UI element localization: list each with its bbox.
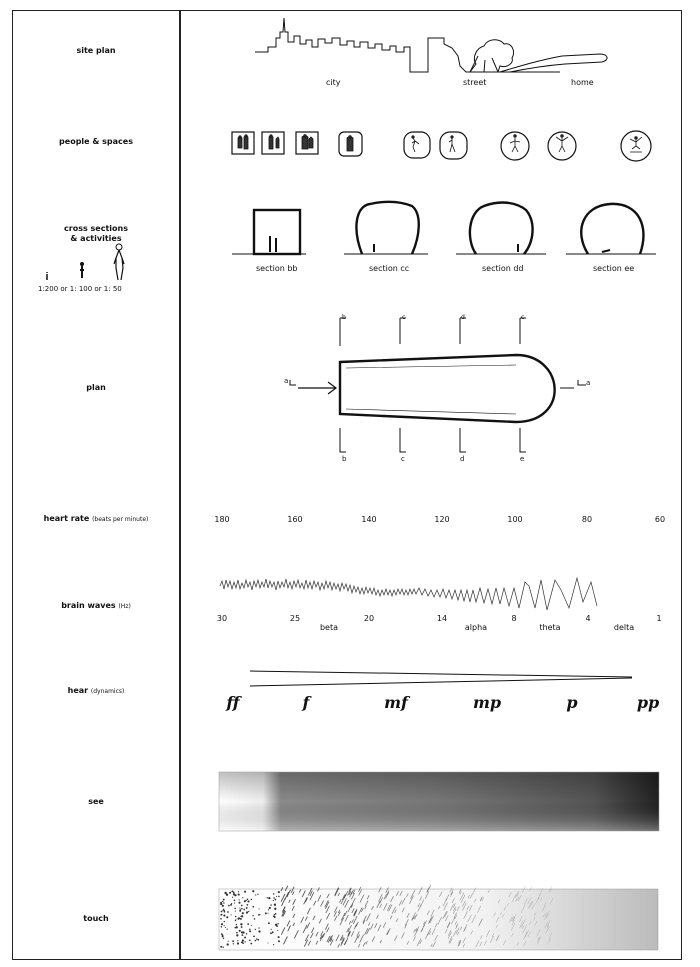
scale-figure-large (114, 250, 124, 280)
person-figure (556, 137, 568, 152)
plan-marker-c-bottom: c (401, 455, 405, 463)
brain-band-alpha: alpha (464, 623, 488, 632)
street-trees (470, 40, 514, 72)
section-mark-a-left (290, 380, 296, 385)
row-label-see: see (88, 797, 104, 806)
heart-rate-tick: 60 (654, 515, 666, 524)
plan-marker-a-left: a (284, 377, 289, 385)
heart-rate-tick: 180 (214, 515, 230, 524)
plan-inner-lines (346, 365, 516, 414)
brain-wave-tick: 30 (216, 614, 228, 623)
dynamic-p: p (566, 693, 578, 712)
heart-rate-tick: 100 (507, 515, 523, 524)
section-label-cc: section cc (369, 264, 410, 273)
row-label-heart-rate: heart rate (beats per minute) (43, 514, 149, 523)
plan-marker-b-bottom: b (342, 455, 347, 463)
plan-marker-e-bottom: e (520, 455, 525, 463)
row-label-hear: hear (dynamics) (67, 686, 125, 695)
brain-wave-tick: 20 (363, 614, 375, 623)
space-frame (232, 132, 254, 154)
row-label-site-plan: site plan (76, 46, 116, 55)
cross-sections-drawing (232, 202, 656, 254)
dynamic-mp: mp (472, 693, 502, 712)
brain-band-delta: delta (613, 623, 635, 632)
touch-texture-bar (219, 885, 658, 950)
row-label-brain-waves: brain waves (Hz) (61, 601, 131, 610)
plan-marker-d-bottom: d (460, 455, 465, 463)
section-mark-a-right (560, 380, 586, 388)
brain-wave-tick: 8 (511, 614, 517, 623)
home-path (500, 54, 607, 72)
heart-rate-tick: 160 (287, 515, 303, 524)
brain-wave-trace (220, 578, 597, 610)
city-skyline (255, 18, 470, 72)
person-figure (510, 138, 520, 152)
dynamic-f: f (302, 693, 310, 712)
see-gradient-bar (219, 772, 659, 831)
section-label-bb: section bb (256, 264, 298, 273)
scale-note: 1:200 or 1: 100 or 1: 50 (38, 285, 122, 293)
section-label-ee: section ee (593, 264, 635, 273)
plan-entry-arrow (298, 382, 336, 394)
space-frame (404, 132, 430, 158)
plan-drawing (290, 318, 586, 452)
brain-band-theta: theta (539, 623, 561, 632)
person-figure (302, 135, 313, 149)
heart-rate-tick: 140 (361, 515, 377, 524)
dynamic-mf: mf (384, 693, 408, 712)
section-label-dd: section dd (482, 264, 524, 273)
scale-figure-medium (80, 266, 84, 278)
brain-wave-tick: 1 (656, 614, 662, 623)
person-figure (412, 138, 419, 152)
plan-marker-b-top: b (342, 314, 346, 321)
dynamics-wedge (250, 671, 632, 686)
section-cc-shape (356, 202, 418, 254)
brain-wave-tick: 25 (289, 614, 301, 623)
section-figures (270, 236, 610, 252)
row-label-people-spaces: people & spaces (59, 137, 133, 146)
plan-marker-d-top: d (461, 314, 465, 321)
plan-marker-a-right: a (586, 379, 591, 387)
plan-marker-c-top-2: c (521, 314, 525, 321)
heart-rate-tick: 80 (581, 515, 593, 524)
space-frame (440, 132, 467, 159)
brain-wave-tick: 14 (436, 614, 448, 623)
section-mark-e (520, 318, 526, 452)
site-label-home: home (571, 78, 594, 87)
row-label-cross-sections: cross sections & activities (64, 224, 128, 243)
site-label-city: city (326, 78, 341, 87)
section-ee-shape (581, 204, 643, 254)
site-label-street: street (463, 78, 487, 87)
brain-band-beta: beta (319, 623, 339, 632)
row-label-touch: touch (83, 914, 109, 923)
dynamic-ff: ff (226, 693, 240, 712)
person-figure (449, 138, 455, 152)
section-mark-d (460, 318, 466, 452)
people-spaces-drawing (232, 131, 651, 161)
section-mark-c (400, 318, 406, 452)
row-label-plan: plan (86, 383, 106, 392)
heart-rate-tick: 120 (434, 515, 450, 524)
site-plan-drawing (255, 18, 607, 72)
scale-figures (47, 244, 124, 280)
plan-marker-c-top: c (402, 314, 406, 321)
dynamic-pp: pp (636, 693, 660, 712)
section-dd-shape (470, 203, 533, 254)
street-lines (470, 56, 560, 72)
brain-wave-tick: 4 (585, 614, 591, 623)
